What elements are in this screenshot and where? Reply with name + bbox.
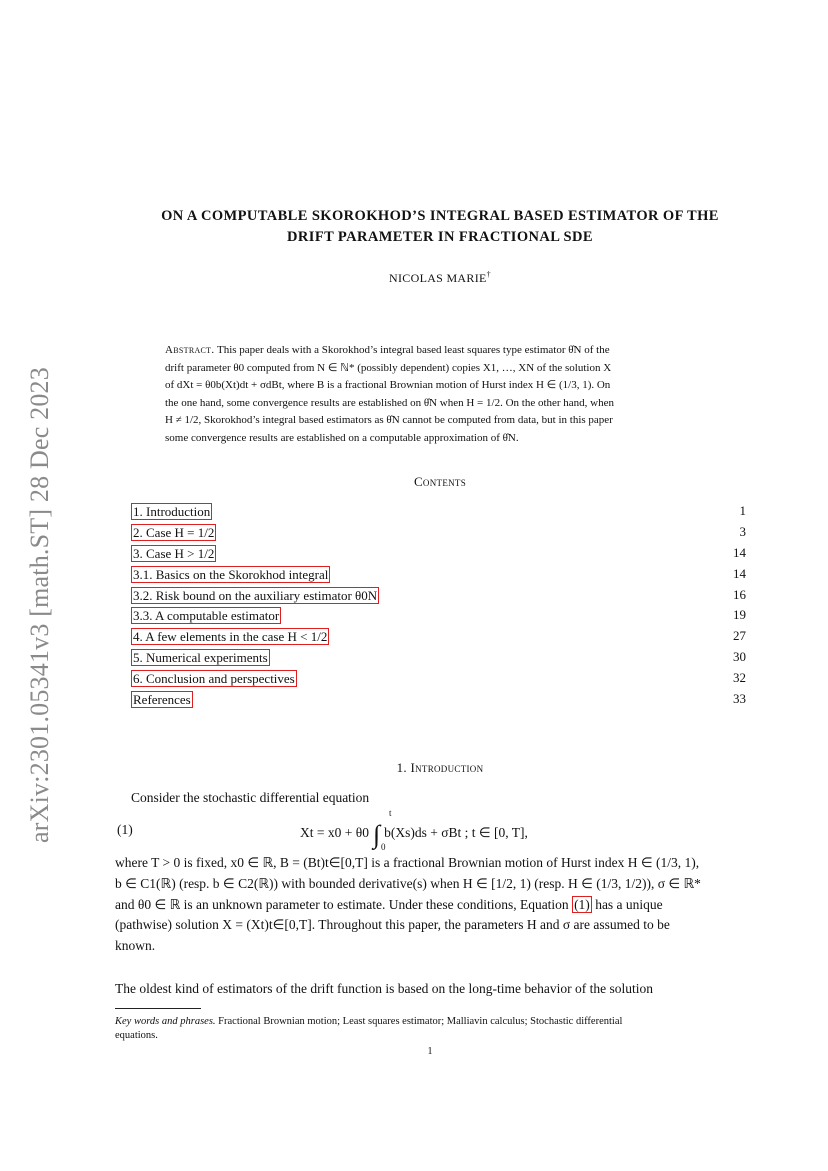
- toc-row: [131, 690, 746, 711]
- equation-1-ref-link[interactable]: (1): [574, 896, 590, 912]
- toc-link-computable-estimator[interactable]: 3.3. A computable estimator: [133, 608, 280, 624]
- toc-page: 3: [739, 523, 746, 539]
- abstract-line-1: This paper deals with a Skorokhod’s integral based least squares type estimator θ̂N of the: [216, 344, 610, 356]
- toc-link-references[interactable]: References: [133, 692, 191, 708]
- author-name: NICOLAS MARIE: [389, 271, 487, 285]
- toc-link-conclusion[interactable]: 6. Conclusion and perspectives: [133, 671, 295, 687]
- toc-link-case-h-half[interactable]: 2. Case H = 1/2: [133, 524, 215, 540]
- toc-row: [131, 502, 746, 523]
- abstract-line-6: some convergence results are established on a computable approximation of θ̂N.: [165, 431, 519, 444]
- equation-label: (1): [117, 822, 133, 837]
- integral-upper-limit: t: [388, 808, 392, 818]
- footnote-rule: [115, 1008, 201, 1009]
- paragraph-1-line-5: known.: [115, 938, 156, 954]
- equation-lhs: Xt = x0 + θ0: [300, 825, 369, 840]
- toc-page: 19: [733, 607, 746, 623]
- footnote-text: Fractional Brownian motion; Least squares estimator; Malliavin calculus; Stochastic differential: [218, 1016, 623, 1027]
- title-line-1: ON A COMPUTABLE SKOROKHOD’S INTEGRAL BASED ESTIMATOR OF THE: [161, 208, 719, 224]
- arxiv-stamp: [18, 345, 62, 865]
- toc-row: [131, 648, 746, 669]
- equation-rhs: b(Xs)ds + σBt ; t ∈ [0, T],: [384, 825, 528, 840]
- section-heading-text: 1. Introduction: [396, 760, 484, 775]
- toc-row: [131, 523, 746, 544]
- page-number: 1: [427, 1046, 433, 1057]
- paragraph-1-line-2: b ∈ C1(ℝ) (resp. b ∈ C2(ℝ)) with bounded derivative(s) when H ∈ [1/2, 1) (resp. H ∈ (1/3, 1/2)), σ ∈ ℝ*: [115, 875, 701, 891]
- paragraph-1-line-3a: and θ0 ∈ ℝ is an unknown parameter to estimate. Under these conditions, Equation: [115, 896, 569, 912]
- footnote: [115, 1015, 747, 1042]
- abstract-line-4: the one hand, some convergence results are established on θ̂N when H = 1/2. On the other hand, when: [165, 396, 615, 409]
- toc-page: 32: [733, 670, 746, 686]
- paragraph-1: [115, 853, 747, 957]
- integral-sign: ∫: [372, 820, 381, 849]
- toc-page: 30: [733, 649, 746, 665]
- toc-link-risk-bound[interactable]: 3.2. Risk bound on the auxiliary estimator θ0N: [133, 587, 378, 603]
- paragraph-1-line-4: (pathwise) solution X = (Xt)t∈[0,T]. Throughout this paper, the parameters H and σ are assumed to be: [115, 917, 670, 933]
- toc-link-case-h-greater[interactable]: 3. Case H > 1/2: [133, 545, 215, 561]
- toc-link-introduction[interactable]: 1. Introduction: [133, 504, 211, 519]
- title-line-2: DRIFT PARAMETER IN FRACTIONAL SDE: [287, 229, 593, 245]
- toc-page: 27: [733, 628, 746, 644]
- equation-1: [300, 808, 528, 852]
- toc-row: [131, 627, 746, 648]
- arxiv-stamp-text: arXiv:2301.05341v3 [math.ST] 28 Dec 2023: [25, 367, 54, 843]
- toc-link-skorokhod-basics[interactable]: 3.1. Basics on the Skorokhod integral: [133, 566, 329, 582]
- toc-page: 33: [733, 691, 746, 707]
- paragraph-1-line-1: where T > 0 is fixed, x0 ∈ ℝ, B = (Bt)t∈[0,T] is a fractional Brownian motion of Hurst index H ∈ (1/3, 1),: [115, 855, 700, 870]
- toc-link-case-h-less[interactable]: 4. A few elements in the case H < 1/2: [133, 629, 328, 645]
- contents-heading: Contents: [413, 474, 467, 489]
- toc-page: 14: [733, 544, 746, 560]
- abstract-line-2: drift parameter θ0 computed from N ∈ ℕ* (possibly dependent) copies X1, …, XN of the solution X: [165, 361, 612, 374]
- paper-title: [100, 206, 780, 248]
- toc-page: 16: [733, 586, 746, 602]
- toc-row: [131, 565, 746, 586]
- toc-row: [131, 669, 746, 690]
- toc-row: [131, 606, 746, 627]
- author-footnote-mark: †: [486, 270, 491, 279]
- paragraph-1-line-3b: has a unique: [595, 896, 663, 912]
- intro-sentence: [115, 788, 747, 809]
- toc-page: 14: [733, 565, 746, 581]
- abstract-label: Abstract.: [165, 344, 215, 356]
- paragraph-2: The oldest kind of estimators of the drift function is based on the long-time behavior of the solution: [115, 981, 654, 996]
- toc-page: 1: [739, 503, 746, 518]
- author: [100, 270, 780, 286]
- toc-row: [131, 586, 746, 607]
- abstract: [165, 342, 697, 448]
- section-heading: [100, 760, 780, 776]
- intro-line: Consider the stochastic differential equation: [131, 790, 370, 805]
- table-of-contents: [131, 502, 746, 711]
- abstract-line-5: H ≠ 1/2, Skorokhod’s integral based estimators as θ̂N cannot be computed from data, but in this paper: [165, 414, 613, 427]
- footnote-label: Key words and phrases.: [115, 1016, 216, 1027]
- toc-link-numerical-experiments[interactable]: 5. Numerical experiments: [133, 650, 268, 666]
- abstract-line-3: of dXt = θ0b(Xt)dt + σdBt, where B is a fractional Brownian motion of Hurst index H ∈ (1/3, 1). On: [165, 379, 611, 392]
- footnote-text-2: equations.: [115, 1029, 158, 1041]
- toc-row: [131, 544, 746, 565]
- integral-lower-limit: 0: [380, 842, 386, 852]
